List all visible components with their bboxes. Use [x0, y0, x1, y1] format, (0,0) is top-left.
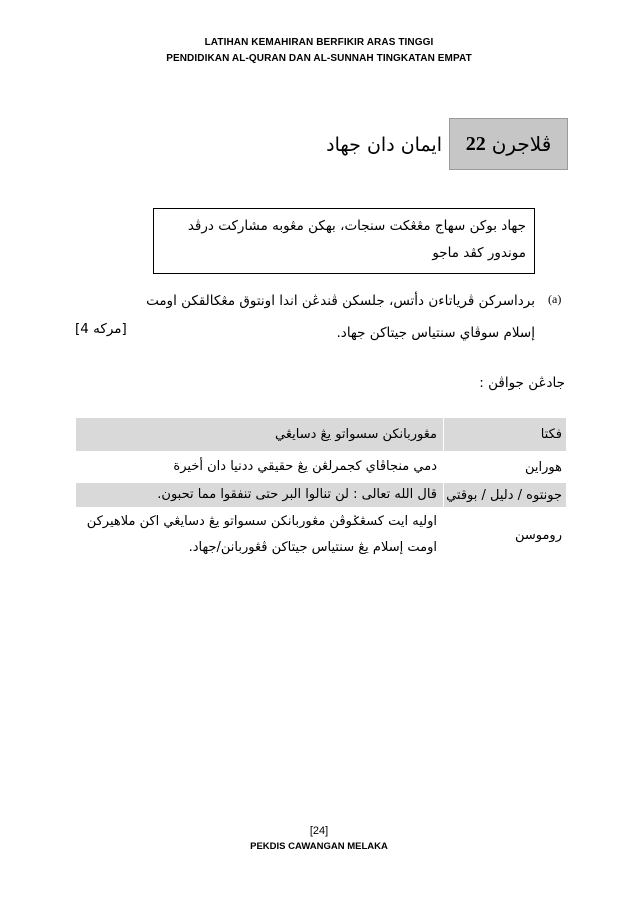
stimulus-line: جهاد بوكن سهاج مڠڠكت سنجات، بهكن مڠوبه مشاركت درڤد [187, 218, 526, 234]
content-line: مڠوربانكن سسواتو يڠ دسايڠي [275, 426, 437, 442]
answer-table [76, 418, 566, 563]
content-line: اوليه ايت كسڠݢوڤن مڠوربانكن سسواتو يڠ دسايڠي اكن ملاهيركن [86, 514, 437, 529]
question-marks: [4 مركه] [75, 321, 127, 337]
stimulus-line: موندور كڤد ماجو [432, 245, 526, 261]
lesson-number: 22 [465, 133, 486, 155]
footer-org: PEKDIS CAWANGAN MELAKA [250, 841, 388, 852]
answer-intro: جادڠن جواڤن : [479, 375, 565, 391]
question-line: برداسركن ڤرياتاءن دأتس، جلسكن ڤندڠن اندا اونتوق مڠكالقكن اومت [146, 293, 535, 309]
header-line-2: PENDIDIKAN AL-QURAN DAN AL-SUNNAH TINGKATAN EMPAT [166, 53, 472, 64]
table-row [76, 418, 566, 451]
header-line-1: LATIHAN KEMAHIRAN BERFIKIR ARAS TINGGI [204, 37, 434, 48]
page-header [0, 35, 638, 67]
page-number: [24] [309, 825, 329, 837]
row-content [76, 418, 444, 451]
row-label-huraian: هوراين [525, 459, 562, 475]
stimulus-box [153, 208, 535, 274]
lesson-title: ايمان دان جهاد [326, 134, 442, 156]
question-line: إسلام سوڤاي سنتياس جيتاكن جهاد. [336, 325, 535, 341]
table-row [76, 483, 566, 507]
page-footer [0, 824, 638, 854]
table-row [76, 451, 566, 483]
content-line: اومت إسلام يڠ سنتياس جيتاكن ڤڠوربانن/جهاد. [188, 540, 437, 555]
row-label-fakta: فكتا [444, 418, 567, 451]
row-content [76, 483, 444, 507]
question-label: (a) [548, 292, 562, 306]
row-label-contoh: جونتوه / دليل / بوقتي [444, 483, 567, 507]
lesson-label: ڤلاجرن [491, 132, 552, 156]
row-content [76, 451, 444, 483]
row-label-rumusan: روموسن [514, 527, 562, 543]
content-line: دمي منجاڤاي كجمرلڠن يڠ حقيقي ددنيا دان أخيرة [173, 459, 437, 474]
table-row [76, 507, 566, 563]
row-content [76, 507, 444, 563]
lesson-box [449, 118, 568, 170]
content-line: قال الله تعالى : لن تنالوا البر حتى تنفقوا مما تحبون. [157, 487, 437, 502]
question-text [105, 285, 535, 349]
